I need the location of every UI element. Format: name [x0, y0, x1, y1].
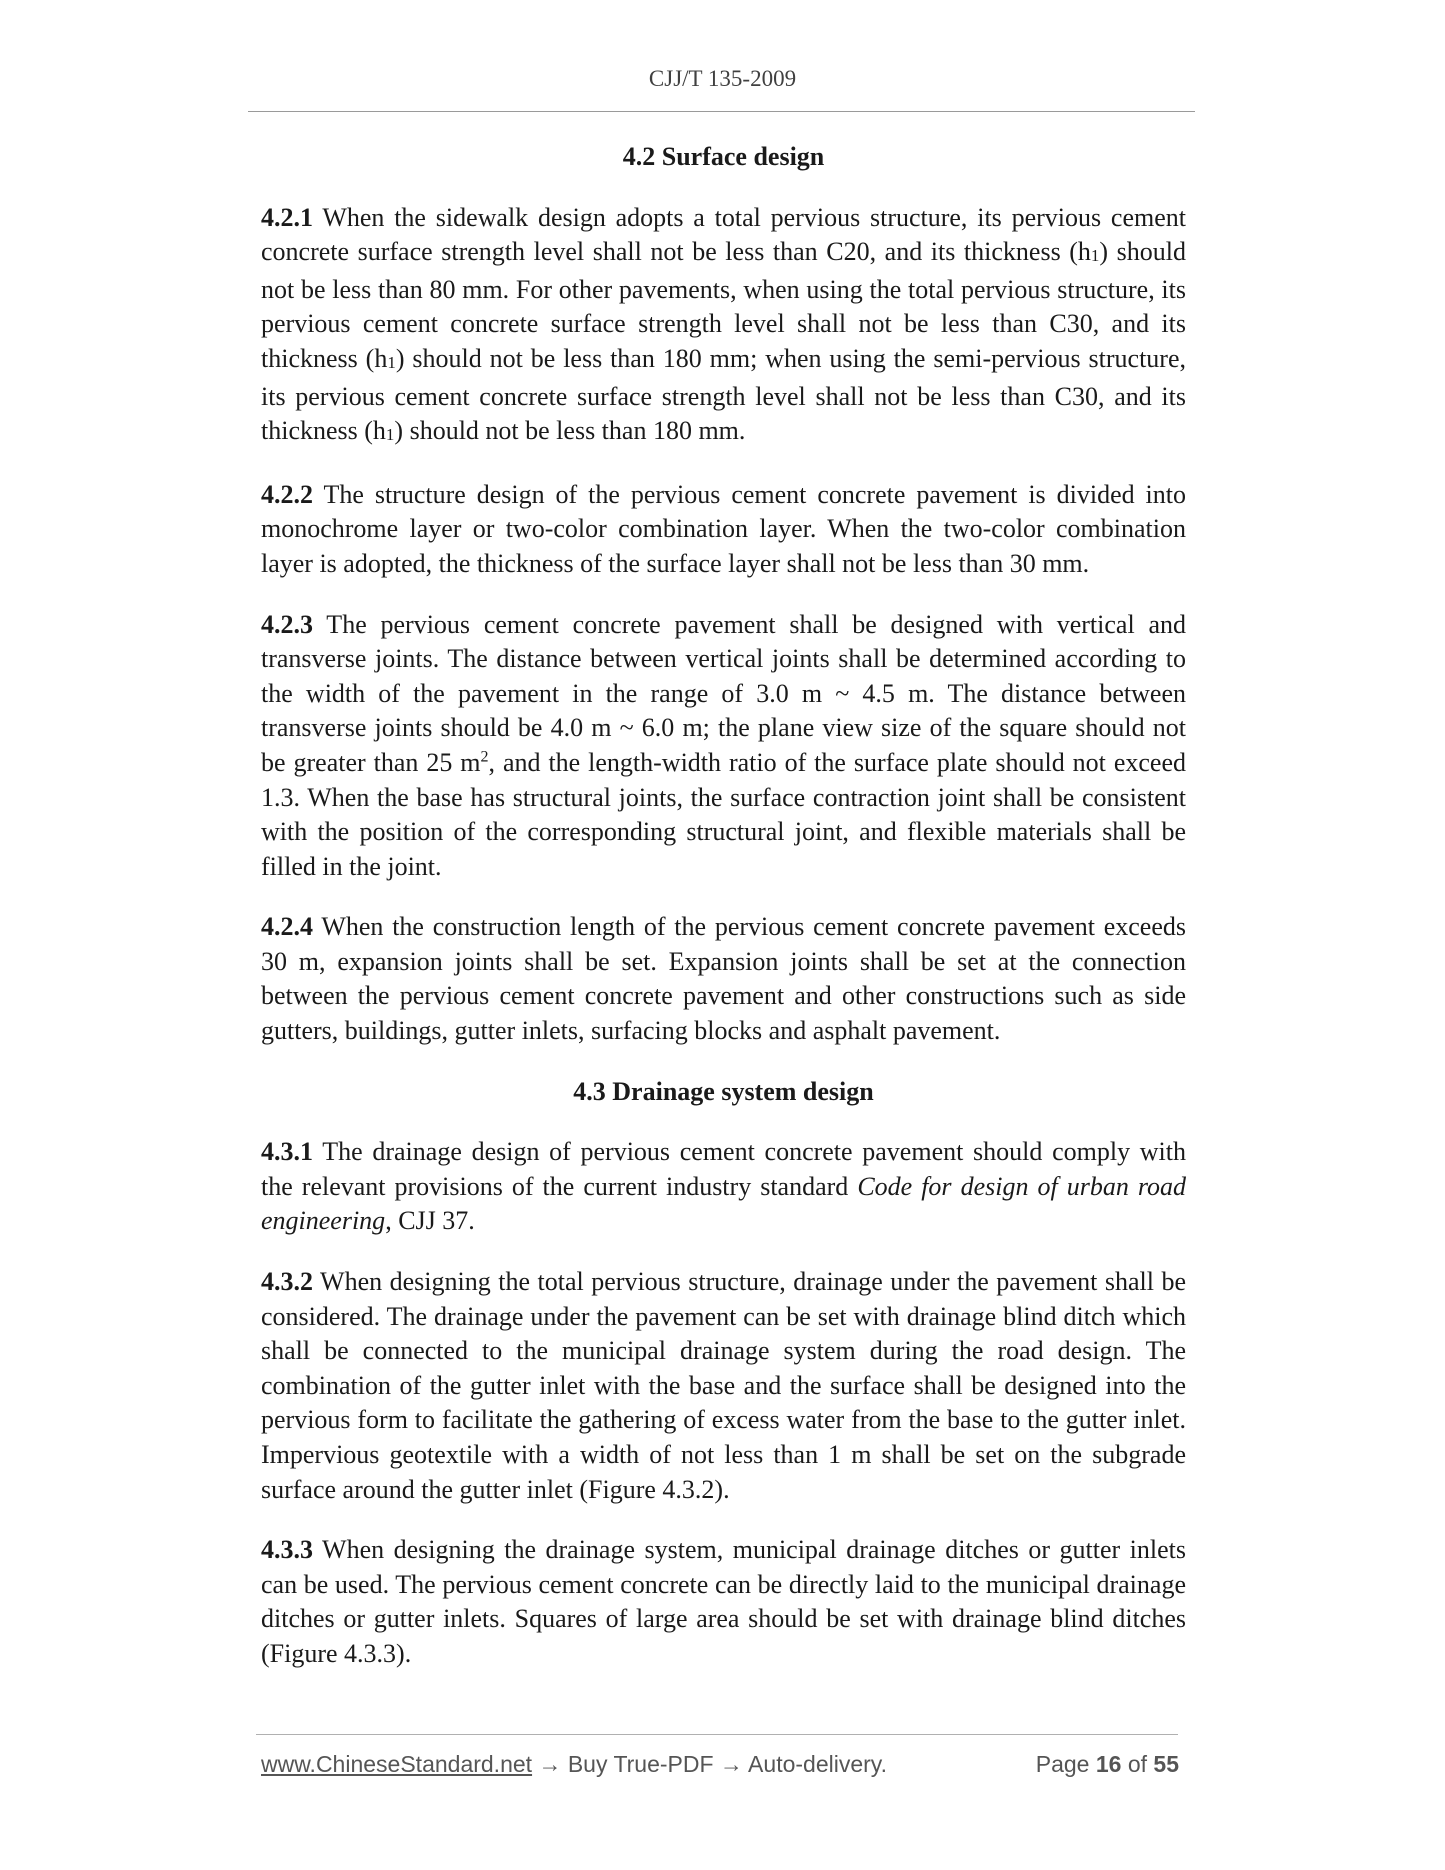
clause-number: 4.3.3: [261, 1535, 313, 1565]
clause-text: ) should not be less than 80 mm. For other pavements, when using the total pervious structure, its pervious cement concrete surface strength level shall not be less than C30, and its thickness (h: [261, 237, 1187, 373]
page-footer: [261, 1751, 1179, 1783]
clause-4-2-2: [261, 478, 1186, 582]
header-divider: [248, 111, 1195, 112]
website-link[interactable]: www.ChineseStandard.net: [261, 1751, 533, 1777]
page-indicator: [1036, 1751, 1179, 1778]
clause-number: 4.3.1: [261, 1137, 313, 1167]
clause-number: 4.2.2: [261, 479, 313, 509]
clause-text: When designing the total pervious structure, drainage under the pavement shall be considered. The drainage under the pavement can be set with drainage blind ditch which shall be connected to the municipal drainage system during the road design. The combination of the gutter inlet with the base and the surface shall be designed into the pervious form to facilitate the gathering of excess water from the base to the gutter inlet. Impervious geotextile with a width of not less than 1 m shall be set on the subgrade surface around the gutter inlet (Figure 4.3.2).: [261, 1267, 1186, 1504]
clause-text: ) should not be less than 180 mm; when using the semi-pervious structure, its pervious cement concrete surface strength level shall not be less than C30, and its thickness (h: [261, 343, 1187, 446]
clause-text: When the sidewalk design adopts a total pervious structure, its pervious cement concrete surface strength level shall not be less than C20, and its thickness (h: [261, 202, 1186, 267]
clause-number: 4.2.4: [261, 912, 313, 942]
section-heading-4-2: 4.2 Surface design: [622, 142, 825, 171]
clause-text: When the construction length of the pervious cement concrete pavement exceeds 30 m, expansion joints shall be set. Expansion joints shall be set at the connection between the pervious cement concrete pavement and other constructions such as side gutters, buildings, gutter inlets, surfacing blocks and asphalt pavement.: [261, 912, 1186, 1046]
clause-text: When designing the drainage system, municipal drainage ditches or gutter inlets can be used. The pervious cement concrete can be directly laid to the municipal drainage ditches or gutter inlets. Squares of large area should be set with drainage blind ditches (Figure 4.3.3).: [261, 1535, 1186, 1668]
clause-text: ) should not be less than 180 mm.: [394, 416, 746, 446]
footer-promo-text: → Buy True-PDF → Auto-delivery.: [532, 1751, 887, 1777]
superscript: 2: [480, 748, 489, 766]
footer-divider: [256, 1734, 1178, 1735]
standard-code-header: CJJ/T 135-2009: [648, 66, 797, 91]
page-label: Page: [1035, 1751, 1096, 1777]
page-of-label: of: [1121, 1751, 1154, 1777]
page-content: [261, 140, 1186, 1698]
standard-reference: Code for design of urban road engineering: [261, 1171, 1186, 1236]
clause-text: , and the length-width ratio of the surface plate should not exceed 1.3. When the base has structural joints, the surface contraction joint shall be consistent with the position of the corresponding structural joint, and flexible materials shall be filled in the joint.: [261, 747, 1186, 881]
clause-4-3-1: [261, 1135, 1186, 1239]
clause-4-2-1: [261, 201, 1186, 452]
clause-number: 4.3.2: [261, 1267, 313, 1297]
clause-number: 4.2.1: [261, 202, 313, 232]
clause-text: The drainage design of pervious cement concrete pavement should comply with the relevant provisions of the current industry standard: [261, 1137, 1186, 1201]
subscript: 1: [385, 425, 395, 445]
total-page-count: 55: [1153, 1751, 1179, 1777]
clause-4-3-3: [261, 1533, 1186, 1671]
subscript: 1: [1090, 246, 1100, 266]
footer-promo: [261, 1751, 887, 1778]
current-page-number: 16: [1095, 1751, 1122, 1777]
clause-4-2-3: [261, 608, 1186, 885]
clause-text: , CJJ 37.: [385, 1206, 475, 1236]
clause-4-3-2: [261, 1265, 1186, 1507]
clause-number: 4.2.3: [261, 609, 313, 639]
subscript: 1: [387, 352, 396, 372]
clause-4-2-4: [261, 910, 1186, 1048]
clause-text: The pervious cement concrete pavement shall be designed with vertical and transverse joints. The distance between vertical joints shall be determined according to the width of the pavement in the range of 3.0 m ~ 4.5 m. The distance between transverse joints should be 4.0 m ~ 6.0 m; the plane view size of the square should not be greater than 25 m: [261, 609, 1186, 777]
clause-text: The structure design of the pervious cement concrete pavement is divided into monochrome layer or two-color combination layer. When the two-color combination layer is adopted, the thickness of the surface layer shall not be less than 30 mm.: [261, 479, 1186, 578]
section-heading-4-3: 4.3 Drainage system design: [573, 1076, 874, 1106]
